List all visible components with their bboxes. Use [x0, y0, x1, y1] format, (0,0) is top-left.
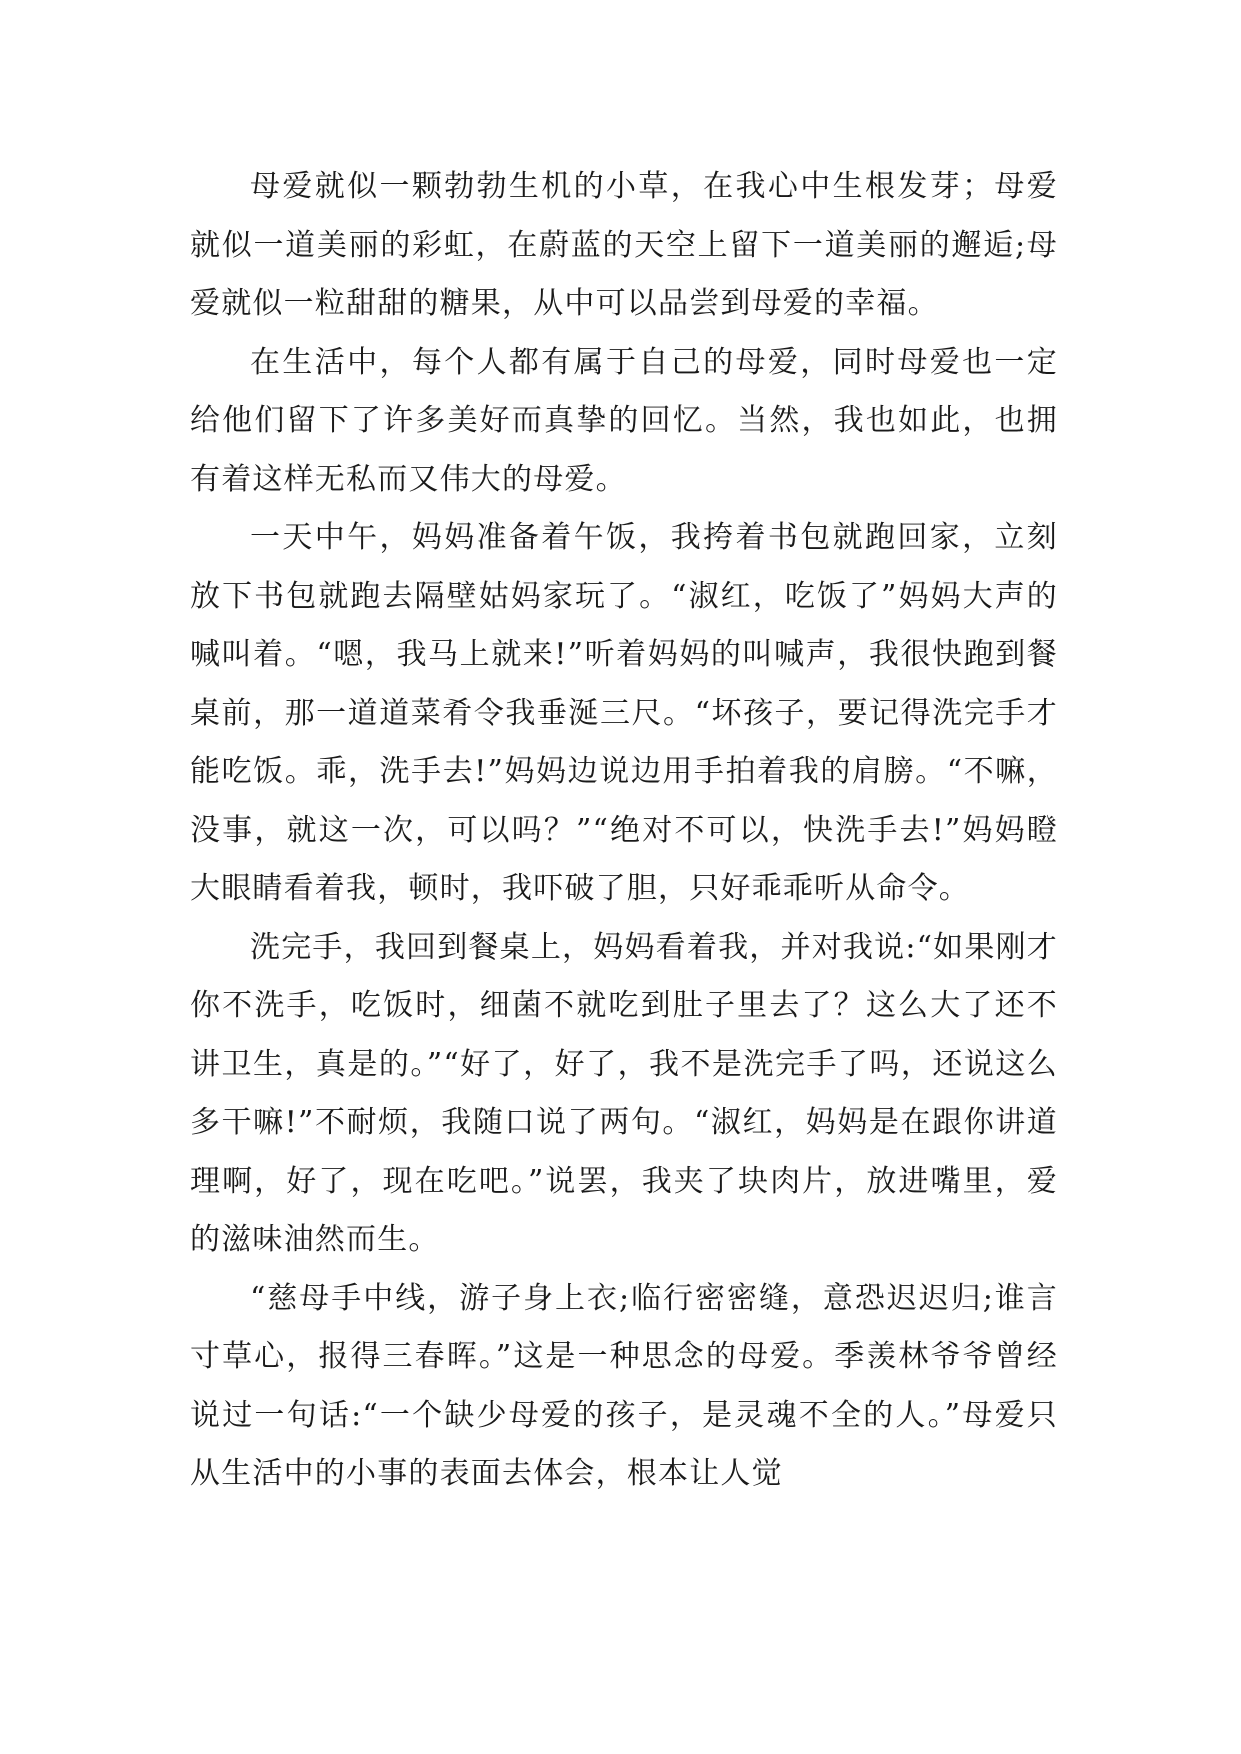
paragraph-1: 母爱就似一颗勃勃生机的小草，在我心中生根发芽；母爱就似一道美丽的彩虹，在蔚蓝的天空上留下一道美丽的邂逅;母爱就似一粒甜甜的糖果，从中可以品尝到母爱的幸福。	[190, 169, 1058, 321]
paragraph-2: 在生活中，每个人都有属于自己的母爱，同时母爱也一定给他们留下了许多美好而真挚的回忆。当然，我也如此，也拥有着这样无私而又伟大的母爱。	[190, 344, 1058, 497]
paragraph-4: 洗完手，我回到餐桌上，妈妈看着我，并对我说:“如果刚才你不洗手，吃饭时，细菌不就吃到肚子里去了？这么大了还不讲卫生，真是的。”“好了，好了，我不是洗完手了吗，还说这么多干嘛!”不耐烦，我随口说了两句。“淑红，妈妈是在跟你讲道理啊，好了，现在吃吧。”说罢，我夹了块肉片，放进嘴里，爱的滋味油然而生。	[190, 929, 1058, 1257]
essay-body	[190, 158, 1058, 1504]
paragraph-5: “慈母手中线，游子身上衣;临行密密缝，意恐迟迟归;谁言寸草心，报得三春晖。”这是一种思念的母爱。季羡林爷爷曾经说过一句话:“一个缺少母爱的孩子，是灵魂不全的人。”母爱只从生活中的小事的表面去体会，根本让人觉	[190, 1280, 1058, 1491]
paragraph-3: 一天中午，妈妈准备着午饭，我挎着书包就跑回家，立刻放下书包就跑去隔壁姑妈家玩了。“淑红，吃饭了”妈妈大声的喊叫着。“嗯，我马上就来!”听着妈妈的叫喊声，我很快跑到餐桌前，那一道道菜肴令我垂涎三尺。“坏孩子，要记得洗完手才能吃饭。乖，洗手去!”妈妈边说边用手拍着我的肩膀。“不嘛，没事，就这一次，可以吗？”“绝对不可以，快洗手去!”妈妈瞪大眼睛看着我，顿时，我吓破了胆，只好乖乖听从命令。	[190, 520, 1058, 906]
